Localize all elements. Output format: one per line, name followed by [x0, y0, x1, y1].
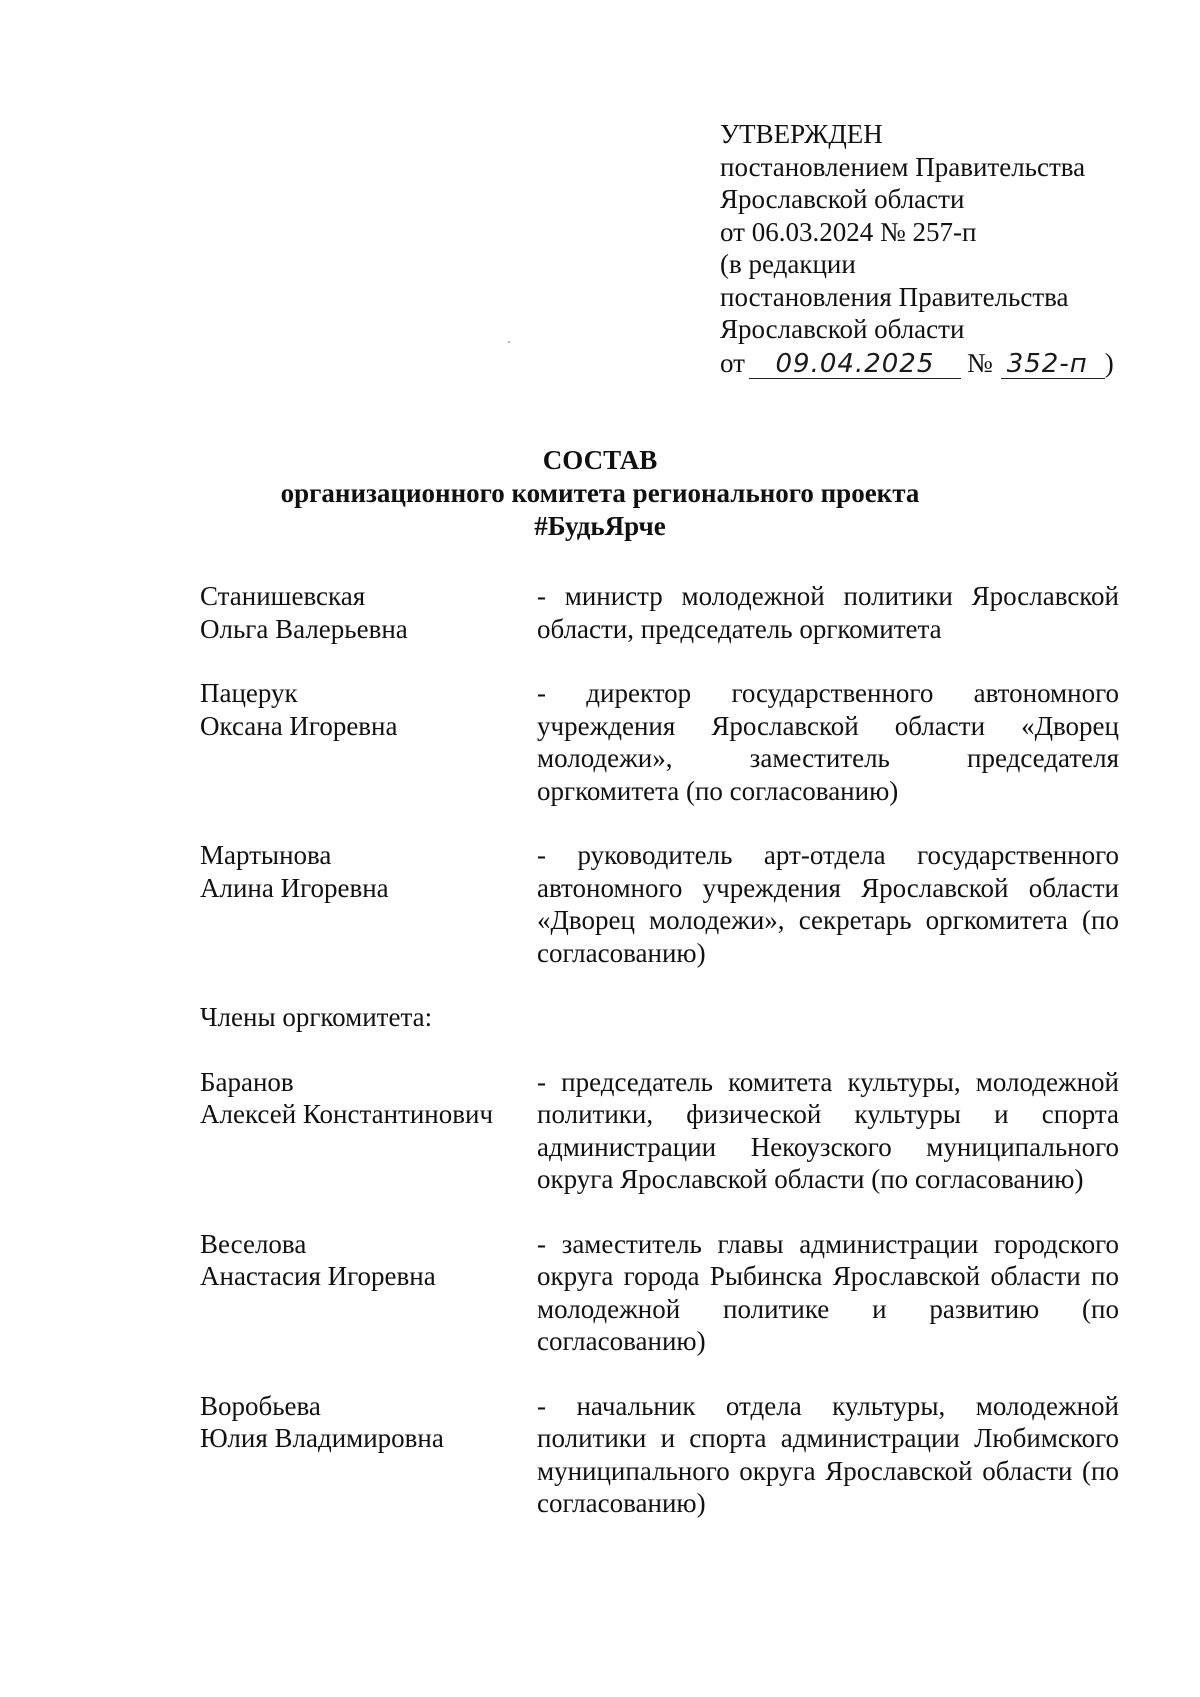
- person-name: [200, 839, 537, 969]
- person-name: [200, 1228, 537, 1358]
- closing-paren: ): [1104, 347, 1114, 378]
- document-title: [0, 444, 1200, 543]
- title-line: организационного комитета регионального проекта: [280, 478, 920, 508]
- title-line: #БудьЯрче: [534, 511, 666, 541]
- surname: Станишевская: [200, 581, 366, 611]
- number-label: №: [966, 347, 993, 378]
- person-position: - председатель комитета культуры, молодежной политики, физической культуры и спорта администрации Некоузского муниципального округа Ярославской области (по согласованию): [537, 1066, 1119, 1194]
- given-names: Ольга Валерьевна: [200, 613, 408, 644]
- person-name: [200, 580, 537, 645]
- given-names: Алексей Константинович: [200, 1099, 494, 1129]
- surname: Пацерук: [200, 678, 298, 708]
- approval-line: Ярославской области: [720, 184, 965, 214]
- title-line: СОСТАВ: [542, 445, 658, 475]
- person-name: [200, 1390, 537, 1520]
- person-position: - директор государственного автономного учреждения Ярославской области «Дворец молодежи», заместитель председателя оргкомитета (по согласованию): [537, 678, 1119, 806]
- committee-entry: [200, 580, 1120, 645]
- approval-line: постановления Правительства: [720, 281, 1069, 312]
- approval-block: [720, 118, 1114, 379]
- committee-entry: [200, 1228, 1120, 1358]
- person-position: - руководитель арт-отдела государственного автономного учреждения Ярославской области «Дворец молодежи», секретарь оргкомитета (по согласованию): [537, 840, 1119, 968]
- given-names: Алина Игоревна: [200, 872, 389, 903]
- given-names: Оксана Игоревна: [200, 710, 398, 741]
- handwritten-date: 09.04.2025: [749, 350, 961, 379]
- person-position: - начальник отдела культуры, молодежной политики и спорта администрации Любимского муниципального округа Ярославской области (по согласованию): [537, 1390, 1119, 1518]
- approval-line: Ярославской области: [720, 314, 965, 344]
- surname: Мартынова: [200, 840, 332, 870]
- given-names: Юлия Владимировна: [200, 1423, 444, 1453]
- handwritten-number: 352-п: [1001, 350, 1105, 379]
- committee-entry: [200, 1390, 1120, 1520]
- approval-date-line: [720, 347, 1114, 380]
- committee-entry: [200, 1066, 1120, 1196]
- given-names: Анастасия Игоревна: [200, 1261, 436, 1291]
- scan-speck: [508, 341, 510, 343]
- person-position: - министр молодежной политики Ярославской области, председатель оргкомитета: [537, 581, 1119, 644]
- approval-line: от 06.03.2024 № 257-п: [720, 216, 977, 247]
- committee-list: [200, 580, 1120, 1520]
- committee-entry: [200, 839, 1120, 969]
- committee-entry: [200, 677, 1120, 807]
- surname: Веселова: [200, 1228, 307, 1259]
- surname: Воробьева: [200, 1390, 321, 1421]
- approval-line: УТВЕРЖДЕН: [720, 119, 883, 149]
- surname: Баранов: [200, 1066, 294, 1097]
- from-label: от: [720, 347, 745, 378]
- person-name: [200, 677, 537, 807]
- person-position: - заместитель главы администрации городского округа города Рыбинска Ярославской области по молодежной политике и развитию (по согласованию): [537, 1228, 1119, 1356]
- approval-line: постановлением Правительства: [720, 151, 1086, 182]
- approval-line: (в редакции: [720, 249, 856, 279]
- person-name: [200, 1066, 537, 1196]
- members-heading: Члены оргкомитета:: [200, 1002, 433, 1032]
